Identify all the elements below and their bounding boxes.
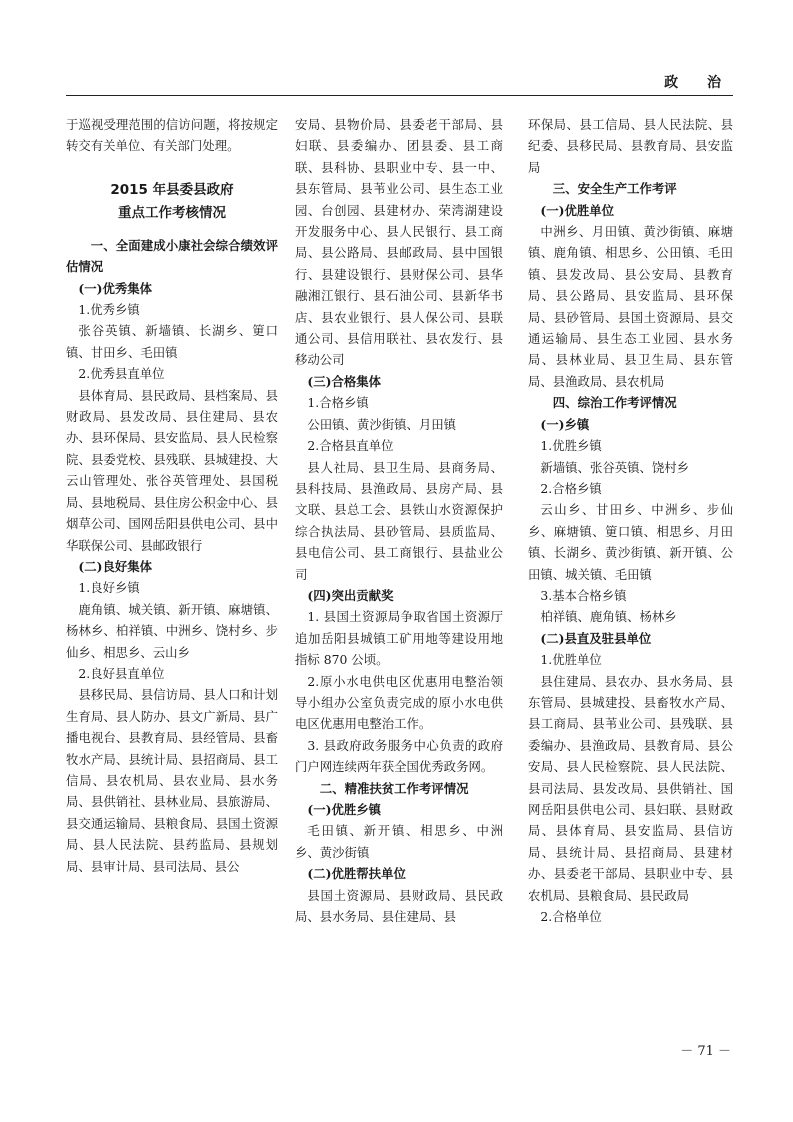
item-label: 1.合格乡镇 [307,395,369,411]
subsection-heading: (二)县直及驻县单位 [540,630,652,646]
article-title-line-1: 2015 年县委县政府 [110,181,234,198]
item-text: 县体育局、县民政局、县档案局、县财政局、县发改局、县住建局、县农办、县环保局、县安监局、县人民检察院、县委党校、县残联、县城建投、大云山管理处、张谷英管理处、县国税局、县地税局、县住房公积金中心、县烟草公司、国网岳阳县供电公司、县中华联保公司、县邮政银行 [66,387,278,553]
column-3 [528,114,733,927]
section-heading: 三、安全生产工作考评 [552,181,677,197]
continued-paragraph: 环保局、县工信局、县人民法院、县纪委、县移民局、县教育局、县安监局 [528,117,733,175]
header-rule [66,95,733,96]
section-heading: 一、全面建成小康社会综合绩效评估情况 [66,237,278,275]
subsection-heading: (一)优秀集体 [78,280,153,296]
item-label: 2.优秀县直单位 [78,366,165,382]
item-label: 1.良好乡镇 [78,580,140,596]
item-text: 柏祥镇、鹿角镇、杨林乡 [540,609,677,625]
item-label: 1.优胜单位 [540,652,602,668]
item-label: 2.合格县直单位 [307,438,394,454]
item-text: 县国土资源局、县财政局、县民政局、县水务局、县住建局、县 [295,887,503,925]
item-text: 新墙镇、张谷英镇、饶村乡 [540,459,690,475]
item-text: 县移民局、县信访局、县人口和计划生育局、县人防办、县文广新局、县广播电视台、县教育局、县经管局、县畜牧水产局、县统计局、县招商局、县工信局、县农机局、县农业局、县水务局、县供销社、县林业局、县旅游局、县交通运输局、县粮食局、县国土资源局、县人民法院、县药监局、县规划局、县审计局、县司法局、县公 [66,687,278,874]
item-label: 3.基本合格乡镇 [540,587,627,603]
item-label: 2.合格乡镇 [540,480,602,496]
subsection-heading: (二)优胜帮扶单位 [307,866,406,882]
article-title-line-2: 重点工作考核情况 [118,204,226,221]
section-heading: 二、精准扶贫工作考评情况 [319,780,469,796]
subsection-heading: (三)合格集体 [307,373,382,389]
column-2 [295,114,503,927]
running-header-section: 政 治 [664,75,733,91]
continued-paragraph: 于巡视受理范围的信访问题，将按规定转交有关单位、有关部门处理。 [66,117,278,154]
item-text: 县住建局、县农办、县水务局、县东管局、县城建投、县畜牧水产局、县工商局、县苇业公司、县残联、县委编办、县渔政局、县教育局、县公安局、县人民检察院、县人民法院、县司法局、县发改局、县供销社、国网岳阳县供电公司、县妇联、县财政局、县体育局、县安监局、县信访局、县统计局、县招商局、县建材办、县委老干部局、县职业中专、县农机局、县粮食局、县民政局 [528,673,733,903]
section-heading: 四、综治工作考评情况 [552,395,677,411]
item-text: 县人社局、县卫生局、县商务局、县科技局、县渔政局、县房产局、县文联、县总工会、县铁山水资源保护综合执法局、县砂管局、县质监局、县电信公司、县工商银行、县盐业公司 [295,459,503,582]
item-text: 中洲乡、月田镇、黄沙街镇、麻塘镇、鹿角镇、相思乡、公田镇、毛田镇、县发改局、县公安局、县教育局、县公路局、县安监局、县环保局、县砂管局、县国土资源局、县交通运输局、县生态工业园、县水务局、县林业局、县卫生局、县东管局、县渔政局、县农机局 [528,224,733,389]
subsection-heading: (一)优胜乡镇 [307,802,382,817]
item-label: 1.优胜乡镇 [540,438,602,454]
award-item: 2.原小水电供电区优惠用电整治领导小组办公室负责完成的原小水电供电区优惠用电整治工作。 [295,673,503,732]
item-text: 云山乡、甘田乡、中洲乡、步仙乡、麻塘镇、筻口镇、相思乡、月田镇、长湖乡、黄沙街镇、新开镇、公田镇、城关镇、毛田镇 [528,502,733,582]
item-text: 公田镇、黄沙街镇、月田镇 [307,416,457,432]
item-label: 2.合格单位 [540,909,602,925]
award-item: 3. 县政府政务服务中心负责的政府门户网连续两年获全国优秀政务网。 [295,737,503,775]
continued-paragraph: 安局、县物价局、县委老干部局、县妇联、县委编办、团县委、县工商联、县科协、县职业中专、县一中、县东管局、县苇业公司、县生态工业园、台创园、县建材办、荣湾湖建设开发服务中心、县人民银行、县工商局、县公路局、县邮政局、县中国银行、县建设银行、县财保公司、县华融湘江银行、县石油公司、县新华书店、县农业银行、县人保公司、县联通公司、县信用联社、县农发行、县移动公司 [295,117,503,368]
item-label: 2.良好县直单位 [78,665,165,681]
page-number: － 71 － [680,1044,731,1059]
subsection-heading: (一)优胜单位 [540,202,615,218]
subsection-heading: (一)乡镇 [540,416,590,432]
subsection-heading: (二)良好集体 [78,558,153,574]
subsection-heading: (四)突出贡献奖 [307,587,394,603]
item-text: 鹿角镇、城关镇、新开镇、麻塘镇、杨林乡、柏祥镇、中洲乡、饶村乡、步仙乡、相思乡、云山乡 [66,601,278,660]
item-label: 1.优秀乡镇 [78,302,140,318]
item-text: 张谷英镇、新墙镇、长湖乡、筻口镇、甘田乡、毛田镇 [66,323,278,360]
award-item: 1. 县国土资源局争取省国土资源厅追加岳阳县城镇工矿用地等建设用地指标 870 公顷。 [295,609,503,668]
column-1 [66,114,278,877]
item-text: 毛田镇、新开镇、相思乡、中洲乡、黄沙街镇 [295,823,503,860]
